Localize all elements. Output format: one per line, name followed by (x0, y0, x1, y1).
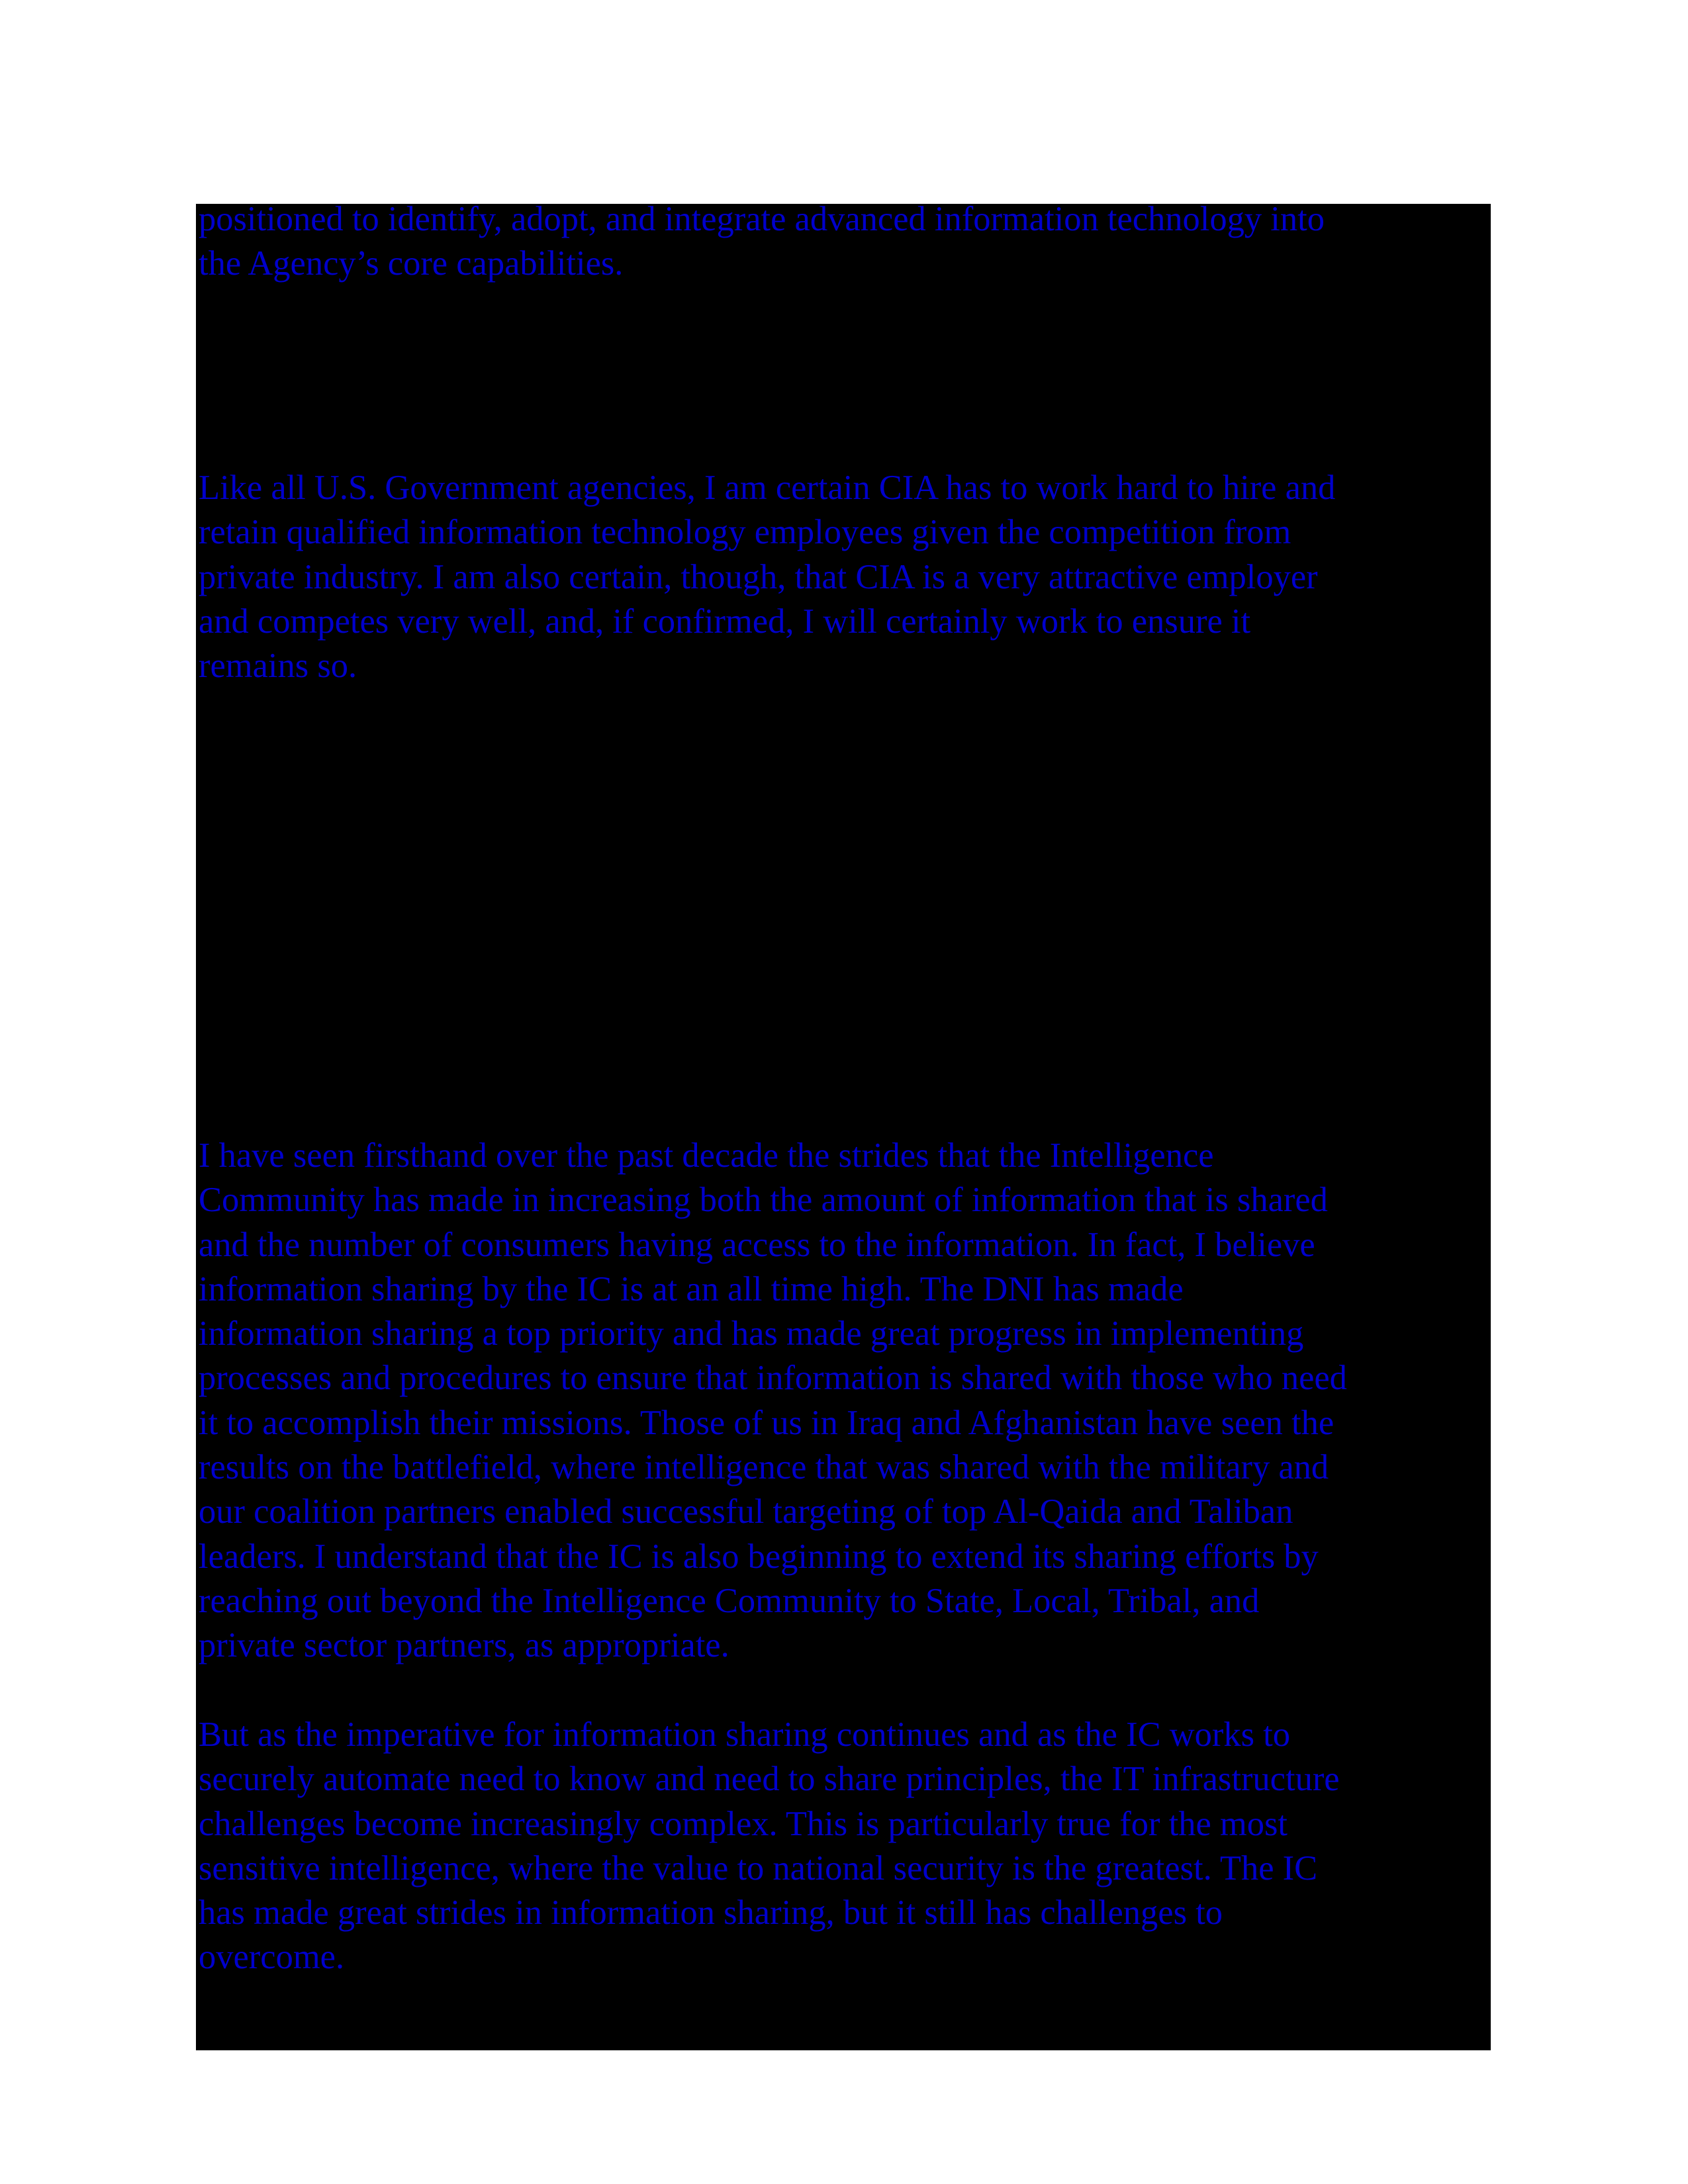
paragraph-1: positioned to identify, adopt, and integrate advanced information technology into the Agency’s core capabilities. (199, 200, 1325, 283)
paragraph-3: I have seen firsthand over the past decade the strides that the Intelligence Community has made in increasing both the amount of information that is shared and the number of consumers having access to the information. In fact, I believe information sharing by the IC is at an all time high. The DNI has made information sharing a top priority and has made great progress in implementing processes and procedures to ensure that information is shared with those who need it to accomplish their missions. Those of us in Iraq and Afghanistan have seen the results on the battlefield, where intelligence that was shared with the military and our coalition partners enabled successful targeting of top Al-Qaida and Taliban leaders. I understand that the IC is also beginning to extend its sharing efforts by reaching out beyond the Intelligence Community to State, Local, Tribal, and private sector partners, as appropriate. (199, 1136, 1347, 1665)
paragraph-2: Like all U.S. Government agencies, I am certain CIA has to work hard to hire and retain qualified information technology employees given the competition from private industry. I am also certain, though, that CIA is a very attractive employer and competes very well, and, if confirmed, I will certainly work to ensure it remains so. (199, 469, 1336, 686)
paragraph-4: But as the imperative for information sharing continues and as the IC works to securely automate need to know and need to share principles, the IT infrastructure challenges become increasingly complex. This is particularly true for the most sensitive intelligence, where the value to national security is the greatest. The IC has made great strides in information sharing, but it still has challenges to overcome. (199, 1715, 1340, 1977)
